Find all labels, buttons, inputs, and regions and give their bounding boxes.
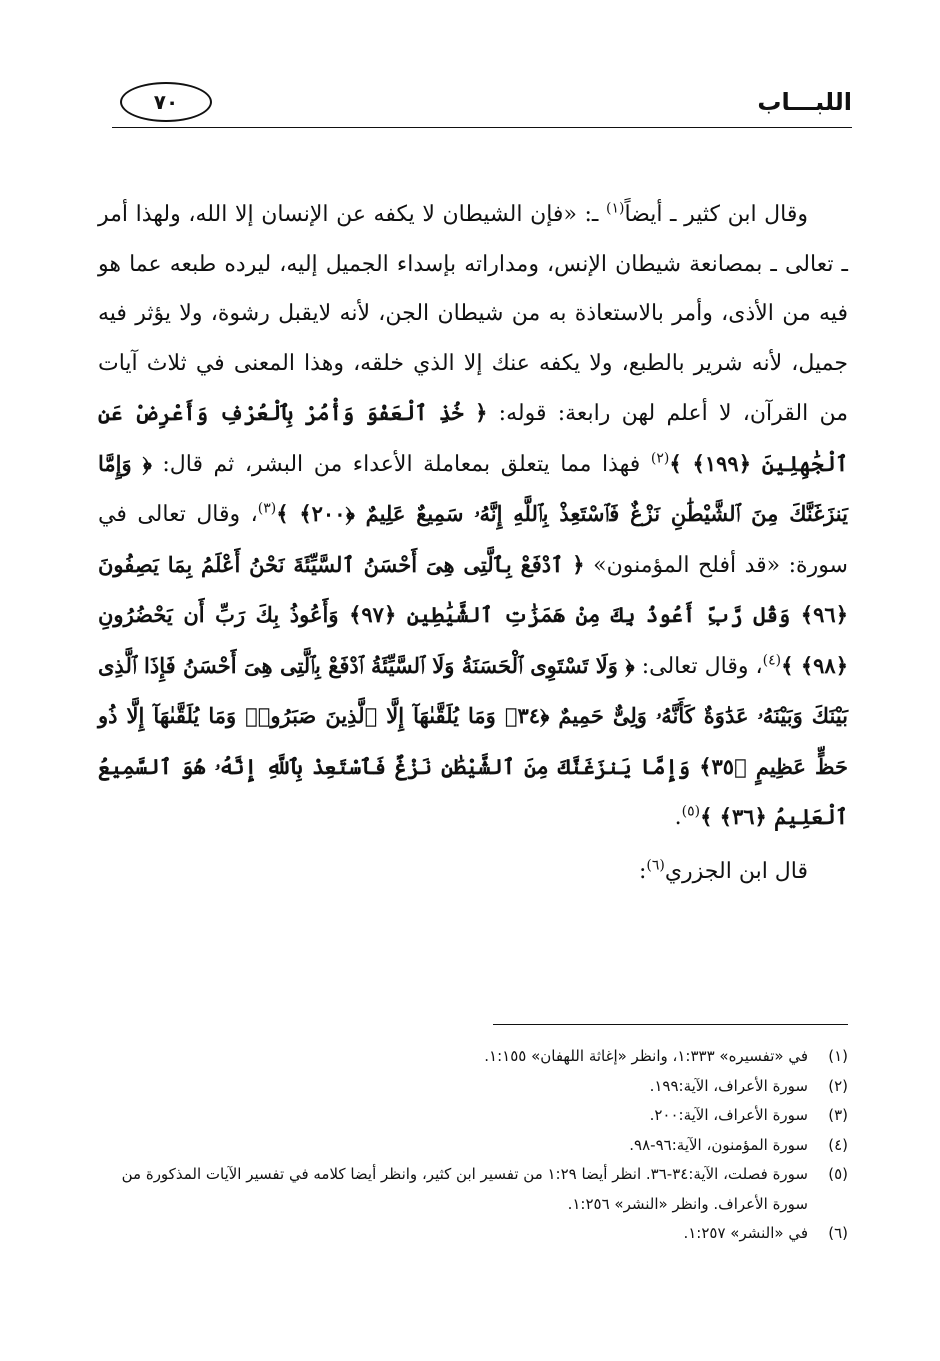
text-segment: قال ابن الجزري — [664, 858, 808, 884]
footnote-number: (٢) — [828, 1076, 848, 1095]
quran-verse: ﴿ وَإِمَّا يَنزَغَنَّكَ مِنَ ٱلشَّيْطَٰنِ نَزْغٌ فَٱسْتَعِذْ بِٱللَّهِ إِنَّهُۥ سَمِيعٌ عَلِيمٌ ﴿٢٠٠﴾ ﴾ — [98, 450, 848, 526]
footnote-number: (١) — [828, 1047, 848, 1065]
text-segment: ـ: «فإن الشيطان لا يكفه عن الإنسان إلا الله، ولهذا أمر ـ تعالى ـ بمصانعة شيطان الإنس، ومداراته بإسداء الجميل إليه، ليرده طبعه عما هو فيه من الأذى، وأمر بالاستعاذة به من شيطان الجن، لأنه لايقبل رشوة، ولا يؤثر فيه جميل، لأنه شرير بالطبع، ولا يكفه عنك إلا الذي خلقه، وهذا المعنى في ثلاث آيات من القرآن، لا أعلم لهن رابعة: قوله: — [98, 202, 848, 426]
running-title: اللبـــاب — [757, 88, 852, 116]
text-segment: ، وقال تعالى في سورة: «قد أفلح المؤمنون» — [98, 502, 848, 578]
footnote-text: سورة الأعراف، الآية:١٩٩. — [649, 1076, 808, 1095]
paragraph-ibn-jazari — [98, 847, 848, 897]
footnote-text: سورة المؤمنون، الآية:٩٦-٩٨. — [629, 1135, 808, 1154]
footnote-text: في «تفسيره» ١:٣٣٣، وانظر «إغاثة اللهفان» ١:١٥٥. — [484, 1047, 808, 1065]
footnote — [100, 1131, 848, 1161]
footnote — [100, 1042, 848, 1072]
footnote-ref: (٤) — [762, 652, 782, 669]
text-segment: فهذا مما يتعلق بمعاملة الأعداء من البشر، ثم قال: — [151, 451, 651, 477]
header-rule — [112, 127, 852, 128]
quran-verse: ﴿ خُذِ ٱلْعَفْوَ وَأْمُرْ بِٱلْعُرْفِ وَأَعْرِضْ عَنِ ٱلْجَٰهِلِينَ ﴿١٩٩﴾ ﴾ — [98, 400, 848, 476]
footnote — [100, 1072, 848, 1102]
footnote — [100, 1101, 848, 1131]
text-segment: : — [638, 858, 647, 884]
quran-verse: ﴿ ٱدْفَعْ بِٱلَّتِى هِىَ أَحْسَنُ ٱلسَّيِّئَةَ نَحْنُ أَعْلَمُ بِمَا يَصِفُونَ ﴿٩٦﴾ وَقُل رَّبِّ أَعُوذُ بِكَ مِنْ هَمَزَٰتِ ٱلشَّيَٰطِينِ ﴿٩٧﴾ وَأَعُوذُ بِكَ رَبِّ أَن يَحْضُرُونِ ﴿٩٨﴾ ﴾ — [98, 551, 848, 678]
footnote-number: (٦) — [828, 1224, 848, 1242]
footnote-text: سورة فصلت، الآية:٣٤-٣٦. انظر أيضا ١:٢٩ من تفسير ابن كثير، وانظر أيضا كلامه في تفسير الآيات المذكورة من سورة الأعراف. وانظر «النشر» ١:٢٥٦. — [121, 1165, 808, 1213]
footnote-text: في «النشر» ١:٢٥٧. — [683, 1224, 808, 1242]
footnote-ref: (٢) — [650, 450, 670, 467]
text-segment: وقال ابن كثير ـ أيضاً — [624, 202, 808, 227]
footnote — [100, 1219, 848, 1249]
main-text — [98, 190, 848, 896]
text-segment: ، وقال تعالى: — [634, 653, 763, 679]
footnote — [100, 1160, 848, 1219]
footnote-ref: (٦) — [646, 857, 665, 874]
paragraph-ibn-kathir — [98, 190, 848, 843]
page-header — [112, 82, 852, 128]
quran-verse: ﴿ وَلَا تَسْتَوِى ٱلْحَسَنَةُ وَلَا ٱلسَّيِّئَةُ ٱدْفَعْ بِٱلَّتِى هِىَ أَحْسَنُ فَإِذَا ٱلَّذِى بَيْنَكَ وَبَيْنَهُۥ عَدَٰوَةٌ كَأَنَّهُۥ وَلِىٌّ حَمِيمٌ ﴿٣٤﴾ وَمَا يُلَقَّىٰهَآ إِلَّا ٱلَّذِينَ صَبَرُوا۟ وَمَا يُلَقَّىٰهَآ إِلَّا ذُو حَظٍّ عَظِيمٍ ﴿٣٥﴾ وَإِمَّا يَنزَغَنَّكَ مِنَ ٱلشَّيْطَٰنِ نَزْغٌ فَٱسْتَعِذْ بِٱللَّهِ إِنَّهُۥ هُوَ ٱلسَّمِيعُ ٱلْعَلِيمُ ﴿٣٦﴾ ﴾ — [98, 652, 849, 829]
footnote-number: (٤) — [828, 1135, 848, 1154]
footnotes — [100, 1042, 848, 1249]
footnote-ref: (١) — [605, 200, 625, 217]
text-segment: . — [674, 805, 682, 830]
footnote-number: (٣) — [828, 1106, 848, 1124]
footnote-number: (٥) — [828, 1165, 848, 1183]
page-number: ٧٠ — [120, 82, 212, 122]
footnote-text: سورة الأعراف، الآية:٢٠٠. — [649, 1106, 808, 1124]
footnote-ref: (٣) — [257, 500, 277, 517]
footnote-separator — [493, 1024, 848, 1025]
footnote-ref: (٥) — [681, 803, 701, 820]
